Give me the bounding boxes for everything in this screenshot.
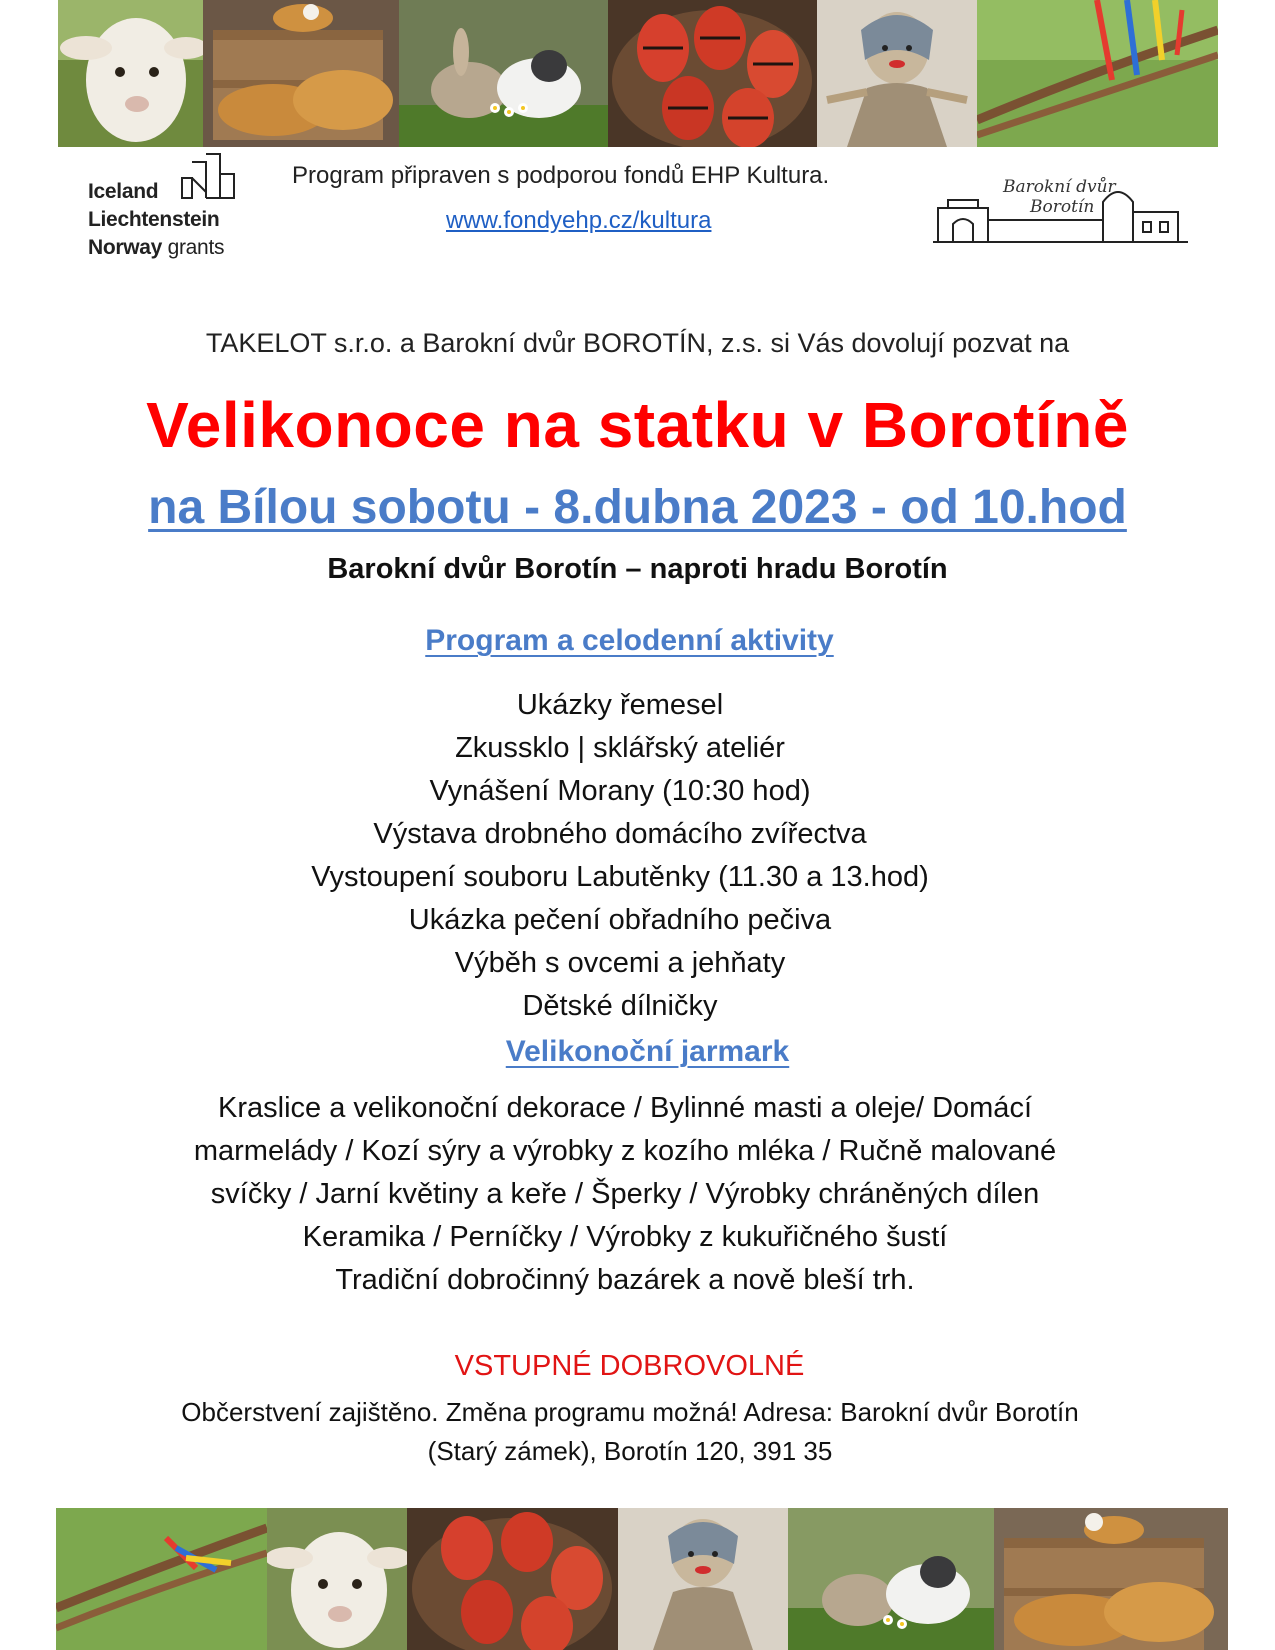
- program-item: Zkussklo | sklářský ateliér: [455, 732, 785, 764]
- barokni-dvur-logo: [928, 172, 1193, 252]
- footer-line: Občerstvení zajištěno. Změna programu možná! Adresa: Barokní dvůr Borotín: [181, 1397, 1079, 1427]
- program-item: Ukázka pečení obřadního pečiva: [408, 904, 832, 936]
- lamb-photo: [267, 1508, 407, 1650]
- bunnies-photo: [399, 0, 608, 147]
- support-link[interactable]: www.fondyehp.cz/kultura: [446, 207, 712, 234]
- morana-doll-photo: [817, 0, 977, 147]
- admission-text: VSTUPNÉ DOBROVOLNÉ: [454, 1350, 805, 1382]
- market-line: svíčky / Jarní květiny a keře / Šperky / Výrobky chráněných dílen: [210, 1178, 1040, 1210]
- pastry-crate-photo: [203, 0, 399, 147]
- market-line: Tradiční dobročinný bazárek a nově bleší trh.: [335, 1264, 915, 1296]
- program-heading-text: Program a celodenní aktivity: [425, 624, 834, 657]
- program-item: Dětské dílničky: [522, 990, 718, 1022]
- program-heading: [0, 624, 1267, 658]
- bottom-photo-strip: [56, 1508, 1228, 1650]
- lamb-photo: [58, 0, 203, 147]
- program-list: [0, 684, 1240, 1028]
- grants-logo-iceland: Iceland: [88, 180, 159, 203]
- event-title: Velikonoce na statku v Borotíně: [146, 389, 1129, 461]
- program-item: Vynášení Morany (10:30 hod): [429, 775, 811, 807]
- market-heading-text: Velikonoční jarmark: [505, 1035, 790, 1068]
- invitation-text: TAKELOT s.r.o. a Barokní dvůr BOROTÍN, z.s. si Vás dovolují pozvat na: [205, 328, 1070, 358]
- barokni-dvur-building-icon: [928, 172, 1193, 252]
- easter-eggs-photo: [407, 1508, 618, 1650]
- grants-logo-norway: [88, 236, 224, 260]
- market-line: Keramika / Perníčky / Výrobky z kukuřičného šustí: [302, 1221, 948, 1253]
- grants-logo-norway-word: Norway: [88, 236, 163, 259]
- program-item: Ukázky řemesel: [516, 689, 724, 721]
- program-item: Vystoupení souboru Labutěnky (11.30 a 13.hod): [311, 861, 929, 893]
- bunnies-photo: [788, 1508, 994, 1650]
- willow-whips-photo: [977, 0, 1218, 147]
- program-item: Výstava drobného domácího zvířectva: [373, 818, 867, 850]
- market-line: Kraslice a velikonoční dekorace / Bylinné masti a oleje/ Domácí: [218, 1092, 1032, 1124]
- market-list: [150, 1087, 1100, 1302]
- grants-logo-grants-word: grants: [167, 236, 225, 259]
- market-heading: [10, 1035, 1275, 1069]
- pastry-crate-photo: [994, 1508, 1228, 1650]
- event-venue: Barokní dvůr Borotín – naproti hradu Borotín: [327, 553, 948, 585]
- support-text: Program připraven s podporou fondů EHP Kultura.: [292, 162, 830, 189]
- eea-norway-grants-logo: [88, 150, 258, 265]
- barokni-logo-line2: Borotín: [1030, 197, 1095, 217]
- footer-line: (Starý zámek), Borotín 120, 391 35: [427, 1436, 833, 1466]
- footer-note: [100, 1393, 1160, 1471]
- easter-eggs-photo: [608, 0, 817, 147]
- event-date: [0, 480, 1275, 535]
- top-photo-strip: [58, 0, 1218, 147]
- willow-whips-photo: [56, 1508, 267, 1650]
- morana-doll-photo: [618, 1508, 788, 1650]
- grants-logo-liechtenstein: Liechtenstein: [88, 208, 220, 231]
- barokni-logo-line1: Barokní dvůr: [1003, 177, 1116, 197]
- program-item: Výběh s ovcemi a jehňaty: [454, 947, 786, 979]
- grants-building-icon: [180, 152, 248, 204]
- market-line: marmelády / Kozí sýry a výrobky z kozího mléka / Ručně malované: [193, 1135, 1057, 1167]
- event-date-text: na Bílou sobotu - 8.dubna 2023 - od 10.hod: [148, 481, 1127, 534]
